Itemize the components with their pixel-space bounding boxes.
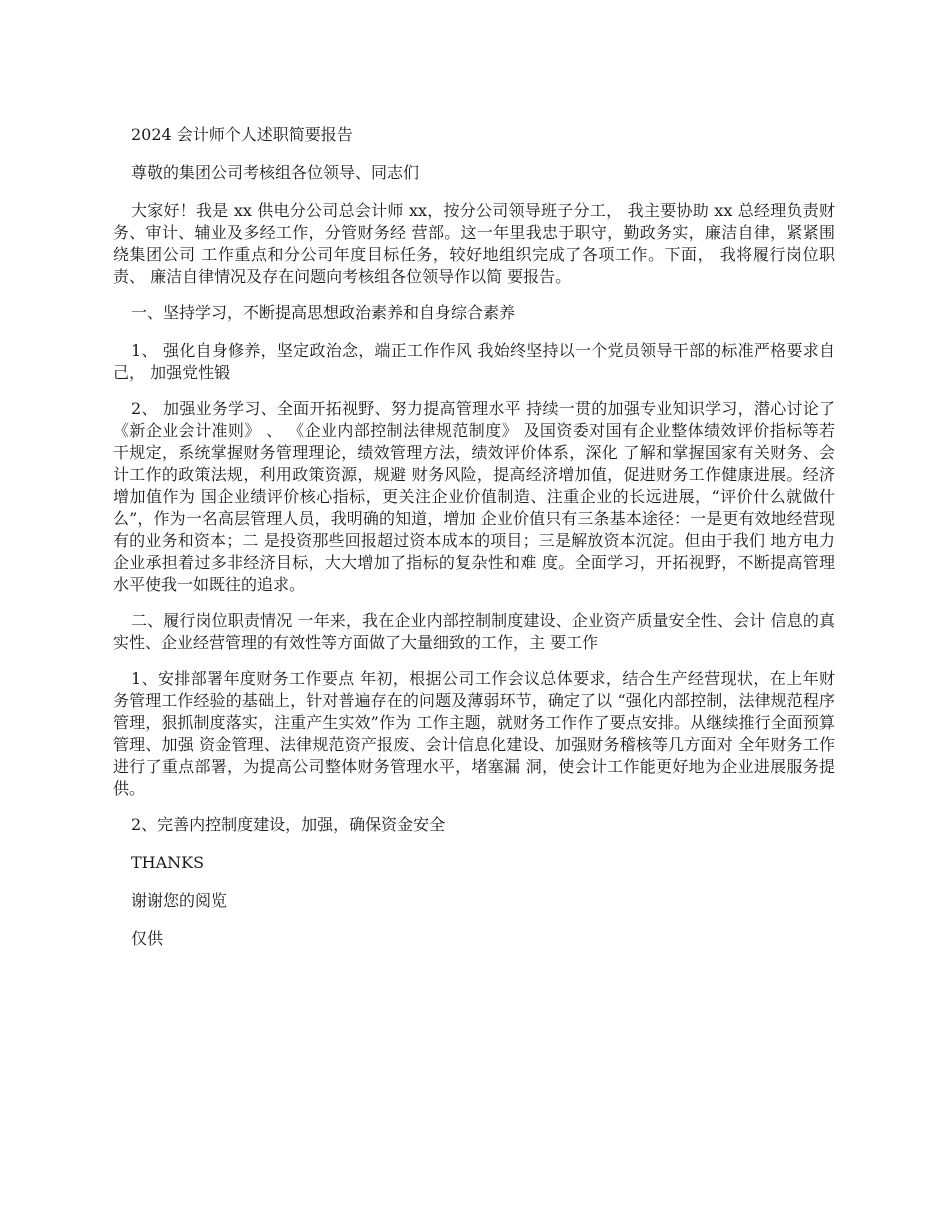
section2-heading: 二、履行岗位职责情况 一年来，我在企业内部控制制度建设、企业资产质量安全性、会计 信息的真实性、企业经营管理的有效性等方面做了大量细致的工作，主 要工作	[113, 611, 835, 652]
section1-item1: 1、 强化自身修养，坚定政治念，端正工作作风 我始终坚持以一个党员领导干部的标准严格要求自己， 加强党性锻	[113, 341, 835, 382]
document-title: 2024 会计师个人述职简要报告	[131, 125, 353, 144]
section2-item1: 1、安排部署年度财务工作要点 年初，根据公司工作会议总体要求，结合生产经营现状，在上年财 务管理工作经验的基础上，针对普遍存在的问题及薄弱环节，确定了以 “强化内部控制，法律规范程序管理，狠抓制度落实，注重产生实效”作为 工作主题，就财务工作作了要点安排。从继续推行全面预算管理、加强 资金管理、法律规范资产报废、会计信息化建设、加强财务稽核等几方面对 全年财务工作进行了重点部署，为提高公司整体财务管理水平，堵塞漏 洞，使会计工作能更好地为企业进展服务提供。	[113, 669, 835, 798]
document-page	[113, 124, 835, 966]
footer-note: 仅供	[131, 929, 164, 948]
section1-item2: 2、 加强业务学习、全面开拓视野、努力提高管理水平 持续一贯的加强专业知识学习，潜心讨论了《新企业会计准则》 、 《企业内部控制法律规范制度》 及国资委对国有企业整体绩效评价指标等若 干规定，系统掌握财务管理理论，绩效管理方法，绩效评价体系，深化 了解和掌握国家有关财务、会计工作的政策法规，利用政策资源，规避 财务风险，提高经济增加值，促进财务工作健康进展。经济增加值作为 国企业绩评价核心指标，更关注企业价值制造、注重企业的长远进展，“评价什么就做什么”，作为一名高层管理人员，我明确的知道，增加 企业价值只有三条基本途径：一是更有效地经营现有的业务和资本；二 是投资那些回报超过资本成本的项目；三是解放资本沉淀。但由于我们 地方电力企业承担着过多非经济目标，大大增加了指标的复杂性和难 度。全面学习，开拓视野，不断提高管理水平使我一如既往的追求。	[113, 399, 835, 594]
section1-heading: 一、坚持学习，不断提高思想政治素养和自身综合素养	[131, 303, 516, 322]
salutation: 尊敬的集团公司考核组各位领导、同志们	[131, 163, 420, 182]
thanks-chinese-text: 谢谢您的阅览	[131, 891, 228, 910]
thanks-text: THANKS	[131, 853, 205, 872]
section2-item2: 2、完善内控制度建设，加强，确保资金安全	[131, 815, 446, 834]
intro-paragraph: 大家好！我是 xx 供电分公司总会计师 xx，按分公司领导班子分工， 我主要协助 xx 总经理负责财务、审计、辅业及多经工作，分管财务经 营部。这一年里我忠于职守，勤政务实，廉洁自律，紧紧围绕集团公司 工作重点和分公司年度目标任务，较好地组织完成了各项工作。下面， 我将履行岗位职责、 廉洁自律情况及存在问题向考核组各位领导作以简 要报告。	[113, 201, 835, 286]
